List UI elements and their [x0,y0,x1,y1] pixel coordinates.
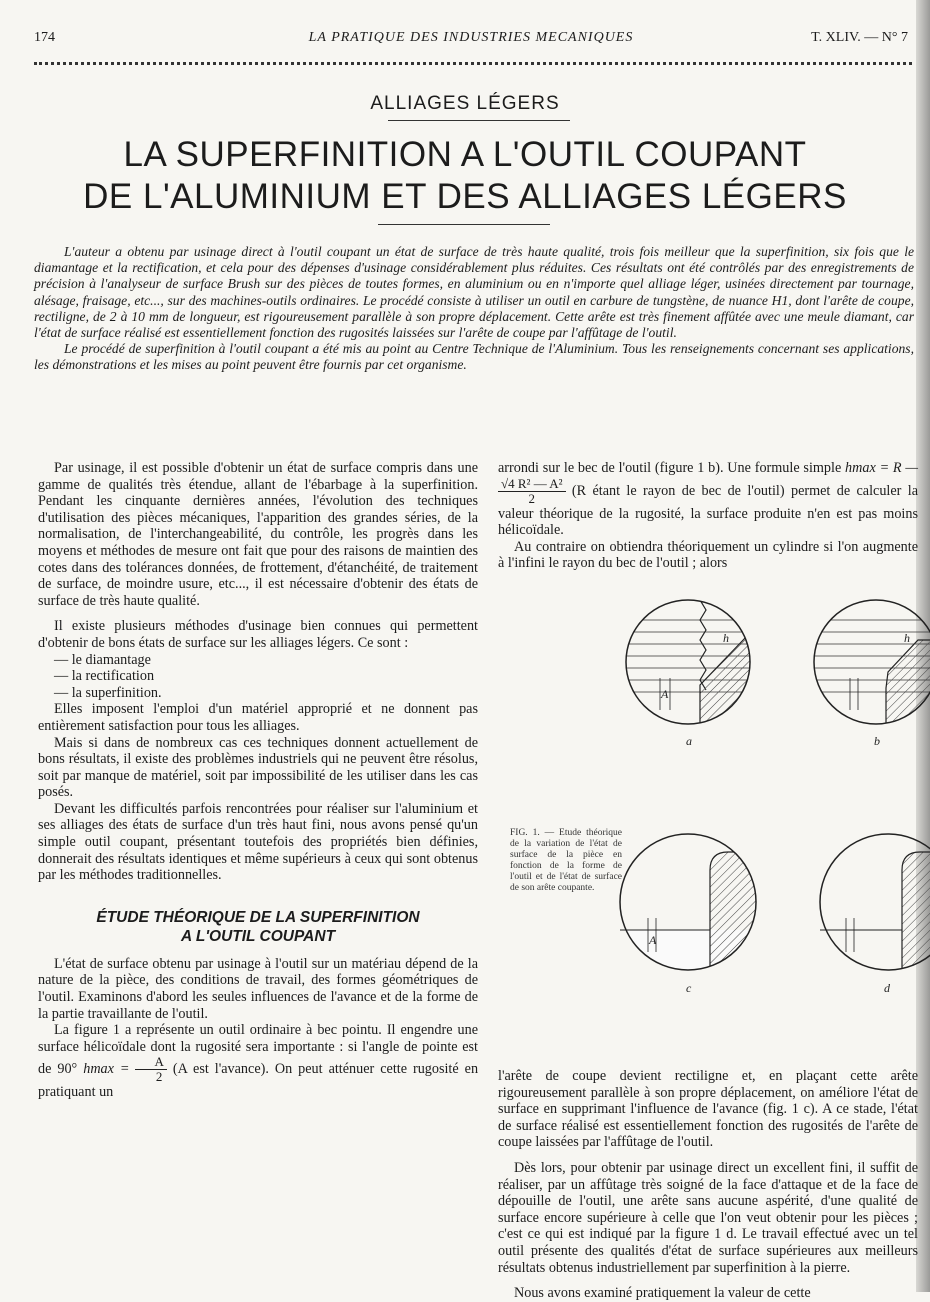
body-paragraph: Il existe plusieurs méthodes d'usinage bien connues qui permettent d'obtenir de bons états de surface sur les alliages légers. Ce sont : [38,618,478,651]
fraction-denominator: 2 [528,490,536,506]
paragraph-text: permet de calculer la valeur théorique de la rugosité, la surface produite n'en est pas moins hélicoïdale. [498,482,919,539]
title-underline [378,224,550,225]
running-header [34,30,908,52]
formula-note: (R étant le rayon de bec de l'outil) [571,482,785,499]
rubric-underline [388,120,570,121]
fraction-numerator: √4 R² — A² [498,477,566,492]
abstract [34,244,914,374]
section-heading-line-1: ÉTUDE THÉORIQUE DE LA SUPERFINITION [96,908,420,926]
volume-number: T. XLIV. — N° 7 [811,30,908,45]
figure-1 [498,580,918,1062]
fraction-numerator: A [135,1055,166,1070]
body-paragraph: Dès lors, pour obtenir par usinage direct un excellent fini, il suffit de réaliser, par un affûtage très soigné de la face d'attaque et de la face de dépouille de l'outil, une arête sans aucune aspérité, d'une qualité de surface encore supérieure à celle que l'on veut obtenir pour les pièces ; c'est ce qui est indiqué par la figure 1 d. Le travail effectué avec un tel outil présente des qualités d'état de surface supérieures aux meilleurs résultats obtenus industriellement par superfinition à la pierre. [498,1159,918,1276]
figure-label-c: c [686,980,692,995]
section-heading-line-2: A L'OUTIL COUPANT [180,927,336,945]
left-column [38,460,478,1101]
dotted-divider [34,62,912,65]
fig-mark-a: A [649,932,657,947]
body-paragraph: Devant les difficultés parfois rencontrées pour réaliser sur l'aluminium et ses alliages des états de surface d'un très haut fini, nous avons pensé qu'un simple outil coupant, présentant toutefois des propriétés bien définies, donnerait des résultats identiques et même supérieurs à ceux qui sont obtenus par les méthodes traditionnelles. [38,800,478,884]
formula-lhs: hmax = [83,1061,130,1078]
fig-mark-a: A [661,686,669,701]
title-line-1: LA SUPERFINITION A L'OUTIL COUPANT [123,135,807,174]
abstract-paragraph-1: L'auteur a obtenu par usinage direct à l'outil coupant un état de surface de très haute qualité, trois fois meilleur que la superfinition, six fois que le diamantage et la rectification, et cela pour des dépenses d'usinage considérablement plus réduites. Ces résultats ont été contrôlés par des enregistrements de précision à l'analyseur de surface Brush sur des pièces de toutes formes, en aluminium ou en n'importe quel alliage léger, usinées directement par tournage, alésage, fraisage, etc..., sur des machines-outils ordinaires. Le procédé consiste à utiliser un outil en carbure de tungstène, de nuance H1, dont l'arête de coupe, rectiligne, de 2 à 10 mm de longueur, est rigoureusement parallèle à son propre déplacement. Cette arête est très finement affûtée avec une meule diamant, car l'état de surface réalisé est essentiellement fonction des rugosités laissées sur l'arête de coupe par l'affûtage de l'outil. [34,244,914,341]
page-number: 174 [34,30,55,45]
abstract-paragraph-2: Le procédé de superfinition à l'outil coupant a été mis au point au Centre Technique de l'Aluminium. Tous les renseignements concernant ses applications, les démonstrations et les mises au point peuvent être fournis par cet organisme. [34,341,914,373]
figure-1-diagram [618,580,918,1062]
journal-title: LA PRATIQUE DES INDUSTRIES MECANIQUES [308,30,634,45]
section-heading [38,908,478,946]
list-item: — la rectification [54,668,155,685]
body-paragraph: Nous avons examiné pratiquement la valeur de cette [514,1285,811,1302]
article-title [0,134,930,218]
list-item: — la superfinition. [54,684,162,701]
body-paragraph: L'état de surface obtenu par usinage à l'outil sur un matériau dépend de la nature de la pièce, des conditions de travail, des formes géométriques de l'outil. Examinons d'abord les seules influences de l'avance et de la forme de la partie travaillante de l'outil. [38,955,478,1022]
formula-lhs: hmax = R — [845,460,918,476]
methods-list [38,652,478,702]
body-paragraph: Mais si dans de nombreux cas ces techniques donnent actuellement de bons résultats, il existe des problèmes industriels qui ne peuvent être résolus, soit par manque de matériel, soit par impossibilité de les utiliser dans les cas posés. [38,734,478,801]
paragraph-text: arrondi sur le bec de l'outil (figure 1 b). Une formule simple [498,460,842,476]
paragraph-text: La figure 1 a représente un outil ordinaire à bec pointu. Il engendre une surface hélicoïdale dont la rugosité sera importante : si l'angle de pointe est de 90° [38,1022,478,1078]
body-paragraph [498,460,918,539]
figure-label-a: a [686,733,692,748]
paragraph-text: (A est l'avance). On peut atténuer cette rugosité en pratiquant un [38,1061,479,1101]
fig-mark-h: h [723,630,729,645]
fig-mark-h: h [904,630,910,645]
body-paragraph [38,1022,478,1101]
fraction-denominator: 2 [155,1069,163,1085]
list-item: — le diamantage [54,651,151,668]
right-column [498,460,918,1302]
body-paragraph: Elles imposent l'emploi d'un matériel approprié et ne donnent pas entièrement satisfaction pour tous les alliages. [38,701,478,734]
title-line-2: DE L'ALUMINIUM ET DES ALLIAGES LÉGERS [83,177,847,216]
figure-label-d: d [884,980,890,995]
body-paragraph: l'arête de coupe devient rectiligne et, en plaçant cette arête rigoureusement parallèle à son propre déplacement, on améliore l'état de surface en supprimant l'influence de l'avance (fig. 1 c). A ce stade, l'état de surface réalisé est essentiellement fonction des rugosités de l'arête de coupe laissées par l'affûtage de l'outil. [498,1067,918,1151]
formula-fraction [498,477,566,506]
body-paragraph: Au contraire on obtiendra théoriquement un cylindre si l'on augmente à l'infini le rayon du bec de l'outil ; alors [498,538,918,572]
body-paragraph: Par usinage, il est possible d'obtenir un état de surface compris dans une gamme de qualités très étendue, allant de l'ébarbage à la superfinition. Pendant les cinquante dernières années, l'évolution des techniques d'utilisation des pièces mécaniques, l'apparition des grandes séries, de la normalisation, de l'interchangeabilité, du contrôle, les progrès dans les moyens et méthodes de mesure ont fait que pour des raisons de maintien des cotes dans des tolérances données, de frottement, d'étanchéité, de traitement de surface, de moindre usure, etc..., il est nécessaire d'obtenir des états de surface de très haute qualité. [38,460,478,609]
figure-caption: FIG. 1. — Etude théorique de la variation de l'état de surface de la pièce en fonction de la forme de l'outil et de l'état de surface de son arête coupante. [510,827,622,893]
figure-1b [808,620,930,740]
formula-fraction [135,1055,166,1084]
section-rubric: ALLIAGES LÉGERS [370,93,560,114]
figure-label-b: b [874,733,880,748]
